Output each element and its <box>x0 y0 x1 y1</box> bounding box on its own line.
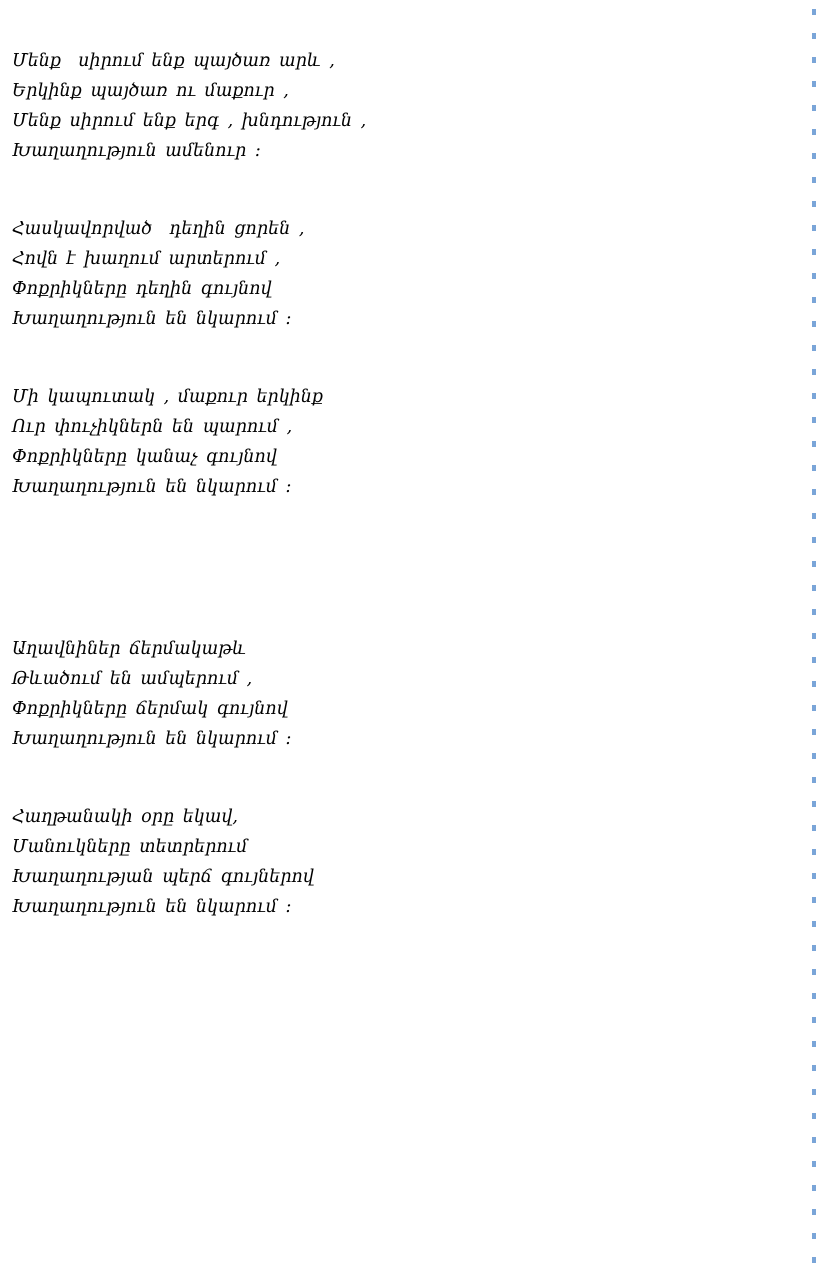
stanza-2 <box>12 214 772 334</box>
poem-line: Փոքրիկները ճերմակ գույնով <box>12 699 288 719</box>
poem-line: Ուր փուչիկներն են պարում , <box>12 417 293 437</box>
poem-line: Մի կապուտակ , մաքուր երկինք <box>12 387 324 407</box>
poem-line: Խաղաղության պերճ գույներով <box>12 867 314 887</box>
poem-line: Փոքրիկները դեղին գույնով <box>12 279 272 299</box>
poem-line: Թևածում են ամպերում , <box>12 669 253 689</box>
poem-line: Հաղթանակի օրը եկավ, <box>12 807 238 827</box>
poem-line: Մենք սիրում ենք երգ , խնդություն , <box>12 111 367 131</box>
poem-line: Խաղաղություն են նկարում : <box>12 309 292 329</box>
stanza-4 <box>12 634 772 754</box>
stanza-spacer <box>12 166 772 214</box>
poem-line: Աղավնիներ ճերմակաթև <box>12 639 246 659</box>
poem-line: Խաղաղություն են նկարում : <box>12 897 292 917</box>
poem-line: Խաղաղություն ամենուր : <box>12 141 261 161</box>
stanza-3 <box>12 382 772 502</box>
stanza-1 <box>12 46 772 166</box>
poem-line: Խաղաղություն են նկարում : <box>12 477 292 497</box>
poem-line: Հասկավորված դեղին ցորեն , <box>12 219 305 239</box>
poem-line: Խաղաղություն են նկարում : <box>12 729 292 749</box>
poem-line: Փոքրիկները կանաչ գույնով <box>12 447 277 467</box>
poem-line: Մանուկները տետրերում <box>12 837 248 857</box>
poem-line: Մենք սիրում ենք պայծառ արև , <box>12 51 335 71</box>
stanza-spacer <box>12 502 772 634</box>
page-edge-marks <box>812 0 816 1263</box>
poem <box>12 46 772 922</box>
stanza-spacer <box>12 334 772 382</box>
stanza-spacer <box>12 754 772 802</box>
stanza-5 <box>12 802 772 922</box>
poem-line: Հովն է խաղում արտերում , <box>12 249 281 269</box>
poem-line: Երկինք պայծառ ու մաքուր , <box>12 81 289 101</box>
